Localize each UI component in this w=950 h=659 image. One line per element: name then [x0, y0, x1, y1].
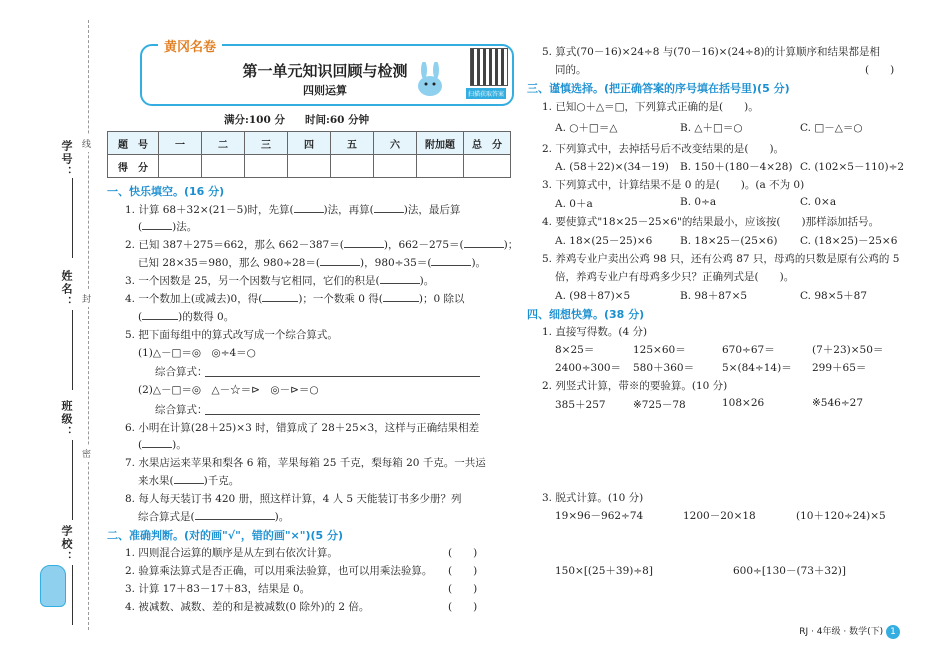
question-1-6-cont	[138, 437, 187, 452]
judge-1-answer[interactable]: ( )	[448, 547, 478, 559]
class-label: 班级：	[60, 400, 73, 439]
vertical-calc-item: 385＋257	[555, 399, 606, 411]
section-3-heading: 三、谨慎选择。(把正确答案的序号填在括号里)(5 分)	[527, 82, 790, 95]
full-score: 满分:100 分	[224, 114, 285, 126]
question-text: 3. 一个因数是 25，另一个因数与它相同，它们的积是(	[125, 275, 380, 287]
footer-text: RJ · 4年级 · 数学(下)	[799, 627, 884, 637]
step-calc-item: 19×96－962÷74	[555, 510, 644, 522]
question-1-4	[125, 291, 465, 306]
question-text: 综合算式是(	[138, 511, 195, 523]
time-limit: 时间:60 分钟	[305, 114, 370, 126]
choice-2: 2. 下列算式中，去掉括号后不改变结果的是( )。	[542, 143, 785, 155]
answer-blank[interactable]	[195, 519, 275, 520]
question-text: 1. 计算 68＋32×(21－5)时，先算(	[125, 204, 294, 216]
section-4-heading: 四、细想快算。(38 分)	[527, 308, 645, 321]
choice-5-c: C. 98×5＋87	[800, 290, 868, 302]
question-text: )。	[172, 439, 187, 451]
question-text: )；	[503, 239, 519, 251]
qr-code-icon	[470, 48, 508, 86]
question-1-3	[125, 273, 434, 288]
choice-4: 4. 要使算式"18×25－25×6"的结果最小，应该按( )那样添加括号。	[542, 216, 880, 228]
choice-5-cont: 倍，养鸡专业户有母鸡多少只？正确列式是( )。	[555, 271, 795, 283]
name-label: 姓名：	[60, 270, 73, 309]
binding-margin	[0, 0, 100, 659]
question-text: )。	[274, 511, 290, 523]
choice-5-b: B. 98＋87×5	[680, 290, 748, 302]
answer-blank[interactable]	[380, 283, 420, 284]
mascot-icon	[40, 565, 66, 607]
answer-blank[interactable]	[142, 229, 172, 230]
choice-3-a: A. 0＋a	[555, 198, 593, 210]
calc-2-heading: 2. 列竖式计算，带※的要验算。(10 分)	[542, 380, 728, 392]
question-1-1	[125, 202, 460, 217]
answer-blank[interactable]	[344, 247, 384, 248]
question-1-2	[125, 237, 518, 252]
bunny-icon	[410, 62, 450, 98]
qr-caption: 扫描获取答案	[466, 88, 506, 99]
secret-mark: 密	[82, 445, 91, 462]
question-1-2-cont	[138, 255, 486, 270]
calc-1-heading: 1. 直接写得数。(4 分)	[542, 326, 648, 338]
vertical-calc-item: 108×26	[722, 397, 765, 409]
question-text: )。	[471, 257, 487, 269]
score-table	[107, 131, 511, 178]
question-1-5: 5. 把下面每组中的算式改写成一个综合算式。	[125, 329, 338, 341]
choice-5-a: A. (98＋87)×5	[555, 290, 631, 302]
choice-2-c: C. (102×5－110)÷2	[800, 161, 905, 173]
cut-line	[88, 20, 89, 630]
question-1-4-cont	[138, 309, 234, 324]
question-1-5-1: (1)△－□＝◎ ◎÷4＝○	[138, 347, 256, 359]
choice-4-b: B. 18×25－(25×6)	[680, 235, 778, 247]
question-text: )；0 除以	[418, 293, 465, 305]
question-1-7-cont	[138, 473, 239, 488]
question-1-1-cont	[138, 219, 197, 234]
question-1-8-cont	[138, 509, 289, 524]
vertical-calc-item: ※546÷27	[812, 397, 863, 409]
question-text: )千克。	[203, 475, 240, 487]
question-text: (	[138, 221, 143, 233]
vertical-calc-item: ※725－78	[633, 399, 686, 411]
section-2-heading: 二、准确判断。(对的画"√"，错的画"×")(5 分)	[107, 529, 344, 542]
step-calc-item: 1200－20×18	[683, 510, 756, 522]
question-text: 2. 已知 387＋275＝662，那么 662－387＝(	[125, 239, 344, 251]
table-row: 得 分	[108, 155, 511, 178]
question-text: 来水果(	[138, 475, 174, 487]
answer-blank[interactable]	[383, 301, 419, 302]
page-number: 1	[886, 625, 900, 639]
question-1-6: 6. 小明在计算(28＋25)×3 时，错算成了 28＋25×3，这样与正确结果相差	[125, 422, 480, 434]
page-subtitle: 四则运算	[303, 84, 347, 97]
zonghe-label-1: 综合算式：	[155, 366, 208, 378]
answer-line[interactable]	[205, 376, 480, 377]
seal-mark: 封	[82, 290, 91, 307]
question-text: )法，再算(	[323, 204, 374, 216]
answer-blank[interactable]	[142, 447, 172, 448]
answer-blank[interactable]	[262, 301, 298, 302]
judge-5: 5. 算式(70－16)×24÷8 与(70－16)×(24÷8)的计算顺序和结果都是相	[542, 46, 880, 58]
line-mark: 线	[82, 135, 91, 152]
answer-line[interactable]	[205, 414, 480, 415]
question-text: )的数得 0。	[178, 311, 235, 323]
answer-blank[interactable]	[374, 212, 404, 213]
judge-4-answer[interactable]: ( )	[448, 601, 478, 613]
question-1-8: 8. 每人每天装订书 420 册，照这样计算，4 人 5 天能装订书多少册？列	[125, 493, 462, 505]
oral-calc-item: 125×60＝	[633, 344, 686, 356]
choice-3: 3. 下列算式中，计算结果不是 0 的是( )。(a 不为 0)	[542, 179, 805, 191]
question-text: )；一个数乘 0 得(	[298, 293, 383, 305]
school-label: 学校：	[60, 525, 73, 564]
oral-calc-item: 580＋360＝	[633, 362, 695, 374]
choice-1-c: C. □－△＝○	[800, 122, 863, 134]
choice-2-a: A. (58＋22)×(34－19)	[555, 161, 669, 173]
question-text: )法，最后算	[403, 204, 461, 216]
oral-calc-item: 2400÷300＝	[555, 362, 622, 374]
answer-blank[interactable]	[320, 265, 360, 266]
zonghe-label-2: 综合算式：	[155, 404, 208, 416]
judge-4: 4. 被减数、减数、差的和是被减数(0 除外)的 2 倍。	[125, 601, 370, 613]
page-title: 第一单元知识回顾与检测	[242, 62, 408, 80]
answer-blank[interactable]	[464, 247, 504, 248]
question-text: )，662－275＝(	[383, 239, 464, 251]
question-text: 4. 一个数加上(或减去)0，得(	[125, 293, 263, 305]
judge-3: 3. 计算 17＋83－17＋83，结果是 0。	[125, 583, 311, 595]
choice-3-b: B. 0÷a	[680, 196, 717, 208]
step-calc-item: 150×[(25＋39)÷8]	[555, 565, 653, 577]
choice-1-a: A. ○＋□＝△	[555, 122, 618, 134]
question-text: (	[138, 439, 143, 451]
choice-4-c: C. (18×25)－25×6	[800, 235, 898, 247]
oral-calc-item: 299＋65＝	[812, 362, 867, 374]
question-1-5-2: (2)△－□＝◎ △－☆＝⊳ ◎－⊳＝○	[138, 384, 319, 396]
calc-3-heading: 3. 脱式计算。(10 分)	[542, 492, 644, 504]
choice-3-c: C. 0×a	[800, 196, 837, 208]
student-number-label: 学号：	[60, 140, 73, 179]
answer-blank[interactable]	[142, 319, 178, 320]
answer-blank[interactable]	[431, 265, 471, 266]
choice-2-b: B. 150＋(180－4×28)	[680, 161, 793, 173]
answer-blank[interactable]	[174, 483, 204, 484]
question-text: (	[138, 311, 143, 323]
oral-calc-item: (7＋23)×50＝	[812, 344, 884, 356]
brand-logo: 黄冈名卷	[158, 36, 222, 55]
choice-5: 5. 养鸡专业户卖出公鸡 98 只，还有公鸡 87 只，母鸡的只数是原有公鸡的 5	[542, 253, 900, 265]
oral-calc-item: 8×25＝	[555, 344, 595, 356]
judge-2: 2. 验算乘法算式是否正确，可以用乘法验算，也可以用乘法验算。	[125, 565, 433, 577]
step-calc-item: (10＋120÷24)×5	[796, 510, 886, 522]
judge-5-cont: 同的。	[555, 64, 587, 76]
section-1-heading: 一、快乐填空。(16 分)	[107, 185, 225, 198]
judge-1: 1. 四则混合运算的顺序是从左到右依次计算。	[125, 547, 338, 559]
question-text: 已知 28×35＝980，那么 980÷28＝(	[138, 257, 321, 269]
choice-4-a: A. 18×(25－25)×6	[555, 235, 653, 247]
choice-1: 1. 已知○＋△＝□，下列算式正确的是( )。	[542, 101, 759, 113]
oral-calc-item: 670÷67＝	[722, 344, 775, 356]
answer-blank[interactable]	[294, 212, 324, 213]
page-footer	[799, 624, 900, 639]
question-1-7: 7. 水果店运来苹果和梨各 6 箱，苹果每箱 25 千克，梨每箱 20 千克。一共运	[125, 457, 486, 469]
judge-2-answer[interactable]: ( )	[448, 565, 478, 577]
question-text: )，980÷35＝(	[360, 257, 432, 269]
judge-5-answer[interactable]: ( )	[865, 64, 895, 76]
table-row: 题 号 一 二 三 四 五 六 附加题 总 分	[108, 132, 511, 155]
judge-3-answer[interactable]: ( )	[448, 583, 478, 595]
step-calc-item: 600÷[130－(73＋32)]	[733, 565, 846, 577]
oral-calc-item: 5×(84÷14)＝	[722, 362, 792, 374]
question-text: )。	[419, 275, 435, 287]
question-text: )法。	[172, 221, 198, 233]
choice-1-b: B. △＋□＝○	[680, 122, 743, 134]
